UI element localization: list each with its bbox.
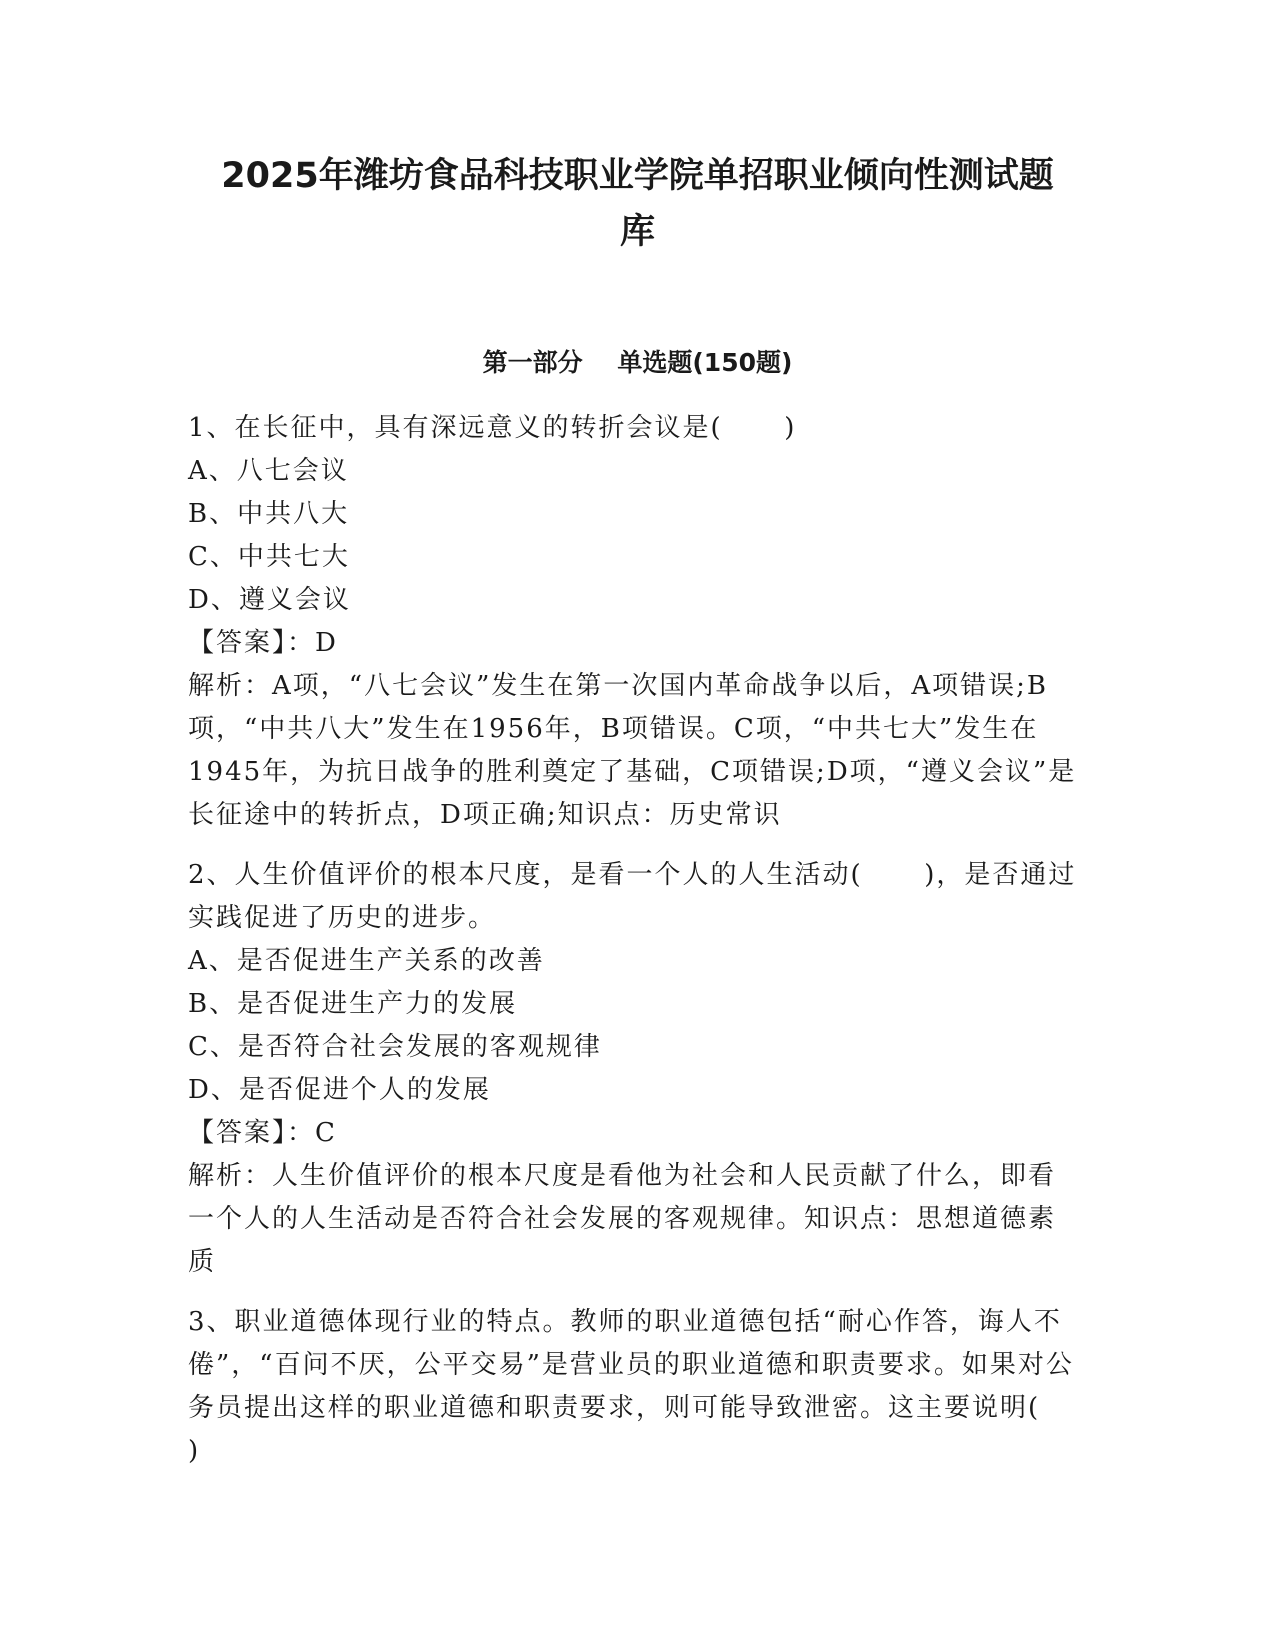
document-title <box>150 148 1125 260</box>
document-title-line-2: 库 <box>619 212 655 252</box>
question-2 <box>188 854 1078 1284</box>
question-stem: 2、人生价值评价的根本尺度，是看一个人的人生活动( )，是否通过实践促进了历史的进步。 <box>188 860 1077 933</box>
analysis-text: 解析：A项，“八七会议”发生在第一次国内革命战争以后，A项错误;B项，“中共八大”发生在1956年，B项错误。C项，“中共七大”发生在1945年，为抗日战争的胜利奠定了基础，C项错误;D项，“遵义会议”是长征途中的转折点，D项正确;知识点：历史常识 <box>188 671 1077 830</box>
question-1 <box>188 407 1078 837</box>
section-title: 第一部分 单选题(150题) <box>482 348 793 377</box>
analysis-text: 解析：人生价值评价的根本尺度是看他为社会和人民贡献了什么，即看一个人的人生活动是否符合社会发展的客观规律。知识点：思想道德素质 <box>188 1161 1057 1277</box>
option-b: B、是否促进生产力的发展 <box>188 989 518 1019</box>
question-stem: 1、在长征中，具有深远意义的转折会议是( ) <box>188 413 797 443</box>
option-d: D、遵义会议 <box>188 585 351 615</box>
option-c: C、是否符合社会发展的客观规律 <box>188 1032 602 1062</box>
option-c: C、中共七大 <box>188 542 350 572</box>
question-list <box>188 407 1102 1490</box>
option-a: A、是否促进生产关系的改善 <box>188 946 545 976</box>
question-3 <box>188 1301 1102 1473</box>
answer-line: 【答案】：D <box>188 628 338 658</box>
document-title-line-1: 2025年潍坊食品科技职业学院单招职业倾向性测试题 <box>221 156 1054 196</box>
option-d: D、是否促进个人的发展 <box>188 1075 491 1105</box>
question-stem: 3、职业道德体现行业的特点。教师的职业道德包括“耐心作答，诲人不倦”，“百问不厌，公平交易”是营业员的职业道德和职责要求。如果对公务员提出这样的职业道德和职责要求，则可能导致泄密。这主要说明( ) <box>188 1307 1102 1466</box>
option-b: B、中共八大 <box>188 499 350 529</box>
answer-line: 【答案】：C <box>188 1118 337 1148</box>
option-a: A、八七会议 <box>188 456 349 486</box>
